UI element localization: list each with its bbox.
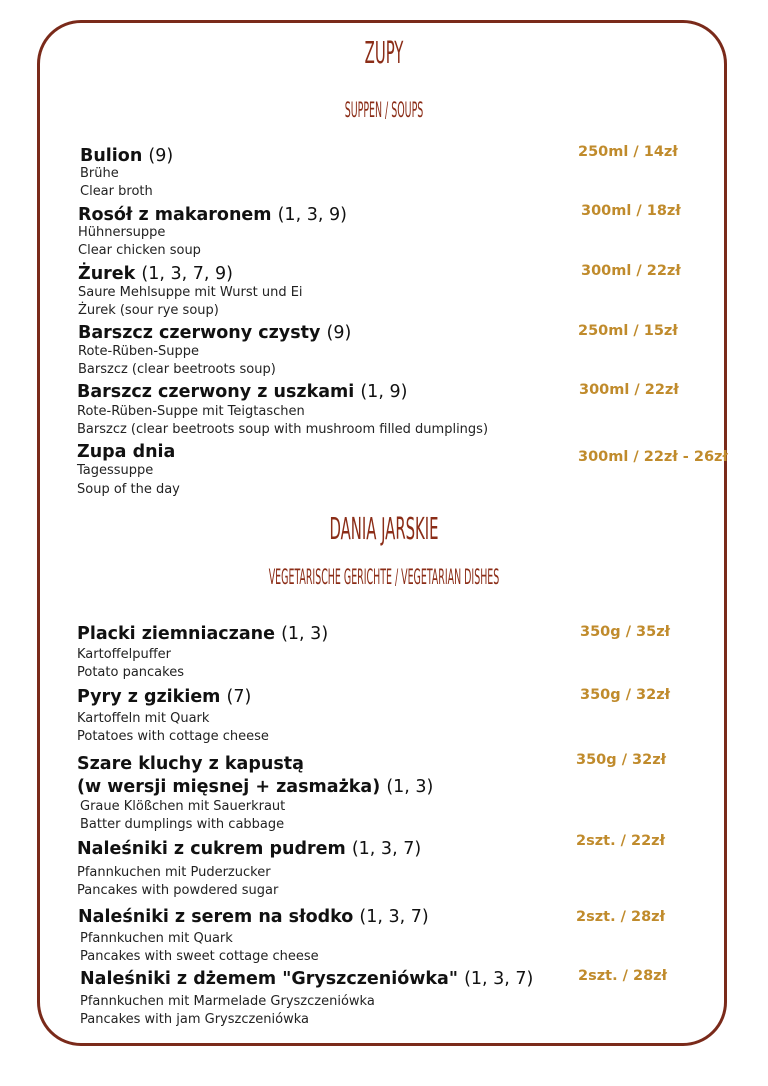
dish-desc-en: Potato pancakes xyxy=(77,665,184,680)
dish-price: 2szt. / 28zł xyxy=(578,968,667,984)
dish-name: Placki ziemniaczane (1, 3) xyxy=(77,624,329,644)
soups-subtitle: SUPPEN / SOUPS xyxy=(344,98,424,122)
dish-desc-en: Clear chicken soup xyxy=(78,243,201,258)
dish-price: 350g / 35zł xyxy=(580,624,671,640)
allergens: (9) xyxy=(326,323,352,343)
allergens: (1, 9) xyxy=(360,382,408,402)
dish-name: Rosół z makaronem (1, 3, 9) xyxy=(78,205,347,225)
dish-name: Barszcz czerwony z uszkami (1, 9) xyxy=(77,382,408,402)
dish-price: 250ml / 14zł xyxy=(578,144,678,160)
dish-desc-de: Pfannkuchen mit Puderzucker xyxy=(77,865,271,880)
dish-desc-en: Pancakes with powdered sugar xyxy=(77,883,279,898)
allergens: (1, 3, 7) xyxy=(464,969,534,989)
dish-desc-en: Batter dumplings with cabbage xyxy=(80,817,285,832)
dish-desc-en: Clear broth xyxy=(80,184,153,199)
dish-desc-de: Rote-Rüben-Suppe xyxy=(78,344,200,359)
allergens: (7) xyxy=(226,687,252,707)
dish-price: 250ml / 15zł xyxy=(578,323,678,339)
dish-desc-de: Kartoffeln mit Quark xyxy=(77,711,210,726)
dish-price: 300ml / 18zł xyxy=(581,203,681,219)
dish-name: Szare kluchy z kapustą xyxy=(77,754,304,774)
dish-desc-de: Brühe xyxy=(80,166,119,181)
dish-desc-en: Potatoes with cottage cheese xyxy=(77,729,269,744)
dish-name: Żurek (1, 3, 7, 9) xyxy=(78,264,233,284)
dish-desc-de: Saure Mehlsuppe mit Wurst und Ei xyxy=(78,285,303,300)
dish-name: Naleśniki z dżemem "Gryszczeniówka" (1, 3, 7) xyxy=(80,969,534,989)
allergens: (1, 3) xyxy=(281,624,329,644)
vegetarian-subtitle: VEGETARISCHE GERICHTE / VEGETARIAN DISHES xyxy=(268,565,500,589)
dish-price: 2szt. / 28zł xyxy=(576,909,665,925)
dish-desc-de: Graue Klößchen mit Sauerkraut xyxy=(80,799,286,814)
dish-price: 350g / 32zł xyxy=(580,687,671,703)
dish-name: Naleśniki z serem na słodko (1, 3, 7) xyxy=(78,907,429,927)
allergens: (9) xyxy=(148,146,174,166)
dish-price: 300ml / 22zł xyxy=(581,263,681,279)
dish-desc-en: Pancakes with jam Gryszczeniówka xyxy=(80,1012,310,1027)
allergens: (1, 3, 7) xyxy=(351,839,422,859)
allergens: (1, 3) xyxy=(386,777,434,797)
dish-desc-de: Pfannkuchen mit Marmelade Gryszczeniówka xyxy=(80,994,375,1009)
vegetarian-title: DANIA JARSKIE xyxy=(329,512,439,547)
dish-price: 300ml / 22zł - 26zł xyxy=(578,449,728,465)
dish-desc-en: Żurek (sour rye soup) xyxy=(78,303,219,318)
dish-price: 300ml / 22zł xyxy=(579,382,679,398)
dish-desc-en: Barszcz (clear beetroots soup with mushroom filled dumplings) xyxy=(77,422,489,437)
dish-name: Naleśniki z cukrem pudrem (1, 3, 7) xyxy=(77,839,422,859)
dish-name: Pyry z gzikiem (7) xyxy=(77,687,252,707)
allergens: (1, 3, 7, 9) xyxy=(141,264,233,284)
dish-desc-de: Tagessuppe xyxy=(77,463,154,478)
dish-desc-en: Soup of the day xyxy=(77,482,180,497)
dish-name: Barszcz czerwony czysty (9) xyxy=(78,323,352,343)
dish-price: 350g / 32zł xyxy=(576,752,667,768)
dish-name-line2: (w wersji mięsnej + zasmażka) (1, 3) xyxy=(77,777,434,797)
allergens: (1, 3, 9) xyxy=(277,205,347,225)
dish-price: 2szt. / 22zł xyxy=(576,833,665,849)
soups-title: ZUPY xyxy=(364,36,404,71)
dish-desc-de: Kartoffelpuffer xyxy=(77,647,172,662)
dish-desc-de: Pfannkuchen mit Quark xyxy=(80,931,233,946)
dish-desc-en: Barszcz (clear beetroots soup) xyxy=(78,362,276,377)
dish-desc-en: Pancakes with sweet cottage cheese xyxy=(80,949,319,964)
dish-name: Bulion (9) xyxy=(80,146,174,166)
dish-name: Zupa dnia xyxy=(77,442,176,462)
dish-desc-de: Hühnersuppe xyxy=(78,225,166,240)
allergens: (1, 3, 7) xyxy=(359,907,429,927)
dish-desc-de: Rote-Rüben-Suppe mit Teigtaschen xyxy=(77,404,305,419)
